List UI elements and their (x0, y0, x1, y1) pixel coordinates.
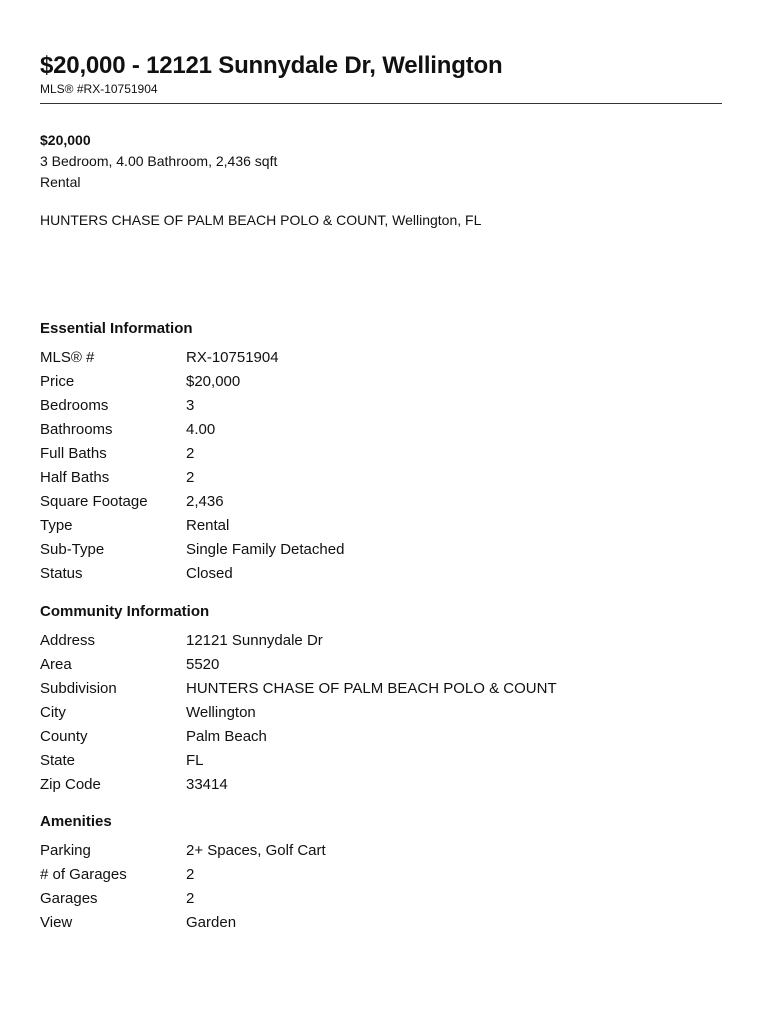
row-value: 2+ Spaces, Golf Cart (186, 842, 326, 859)
table-row (40, 911, 326, 935)
row-label: Full Baths (40, 445, 107, 462)
row-label: Half Baths (40, 469, 110, 486)
title-divider (40, 103, 722, 104)
community-info-table (40, 629, 557, 797)
table-row (40, 677, 557, 701)
row-value: 12121 Sunnydale Dr (186, 632, 323, 649)
table-row (40, 370, 344, 394)
table-row (40, 701, 557, 725)
summary-location: HUNTERS CHASE OF PALM BEACH POLO & COUNT, Wellington, FL (40, 212, 482, 228)
section-heading-essential: Essential Information (40, 320, 193, 337)
row-label: MLS® # (40, 349, 95, 366)
mls-number-subtitle: MLS® #RX-10751904 (40, 82, 158, 96)
row-label: Status (40, 565, 83, 582)
listing-summary (40, 130, 277, 193)
row-value: Closed (186, 565, 233, 582)
row-value: $20,000 (186, 373, 241, 390)
row-value: 2 (186, 890, 195, 907)
row-label: Subdivision (40, 680, 117, 697)
row-label: Price (40, 373, 75, 390)
table-row (40, 394, 344, 418)
row-value: Garden (186, 914, 237, 931)
essential-info-table (40, 346, 344, 586)
table-row (40, 442, 344, 466)
row-label: Square Footage (40, 493, 148, 510)
row-label: View (40, 914, 73, 931)
summary-type: Rental (40, 174, 81, 190)
row-label: County (40, 728, 88, 745)
row-value: 3 (186, 397, 195, 414)
row-value: FL (186, 752, 204, 769)
row-label: Zip Code (40, 776, 101, 793)
row-value: 2 (186, 445, 195, 462)
row-label: Type (40, 517, 73, 534)
listing-title: $20,000 - 12121 Sunnydale Dr, Wellington (40, 52, 503, 79)
table-row (40, 887, 326, 911)
table-row (40, 773, 557, 797)
table-row (40, 749, 557, 773)
row-value: RX-10751904 (186, 349, 279, 366)
row-value: Rental (186, 517, 230, 534)
row-label: State (40, 752, 76, 769)
row-value: 33414 (186, 776, 228, 793)
table-row (40, 562, 344, 586)
row-value: 2 (186, 866, 195, 883)
row-value: 5520 (186, 656, 220, 673)
table-row (40, 863, 326, 887)
row-label: City (40, 704, 66, 721)
row-label: Bathrooms (40, 421, 113, 438)
row-value: Single Family Detached (186, 541, 345, 558)
table-row (40, 346, 344, 370)
row-value: HUNTERS CHASE OF PALM BEACH POLO & COUNT (186, 680, 557, 697)
row-label: Area (40, 656, 72, 673)
row-label: Garages (40, 890, 98, 907)
table-row (40, 490, 344, 514)
table-row (40, 538, 344, 562)
section-heading-community: Community Information (40, 603, 210, 620)
row-value: 2 (186, 469, 195, 486)
row-label: Bedrooms (40, 397, 109, 414)
row-label: Parking (40, 842, 91, 859)
amenities-table (40, 839, 326, 935)
table-row (40, 629, 557, 653)
row-value: Wellington (186, 704, 256, 721)
table-row (40, 418, 344, 442)
table-row (40, 653, 557, 677)
row-label: Address (40, 632, 96, 649)
summary-price: $20,000 (40, 132, 91, 148)
section-heading-amenities: Amenities (40, 813, 112, 830)
table-row (40, 839, 326, 863)
row-value: 2,436 (186, 493, 224, 510)
row-label: Sub-Type (40, 541, 105, 558)
row-value: Palm Beach (186, 728, 267, 745)
summary-details: 3 Bedroom, 4.00 Bathroom, 2,436 sqft (40, 153, 278, 169)
table-row (40, 514, 344, 538)
table-row (40, 466, 344, 490)
row-label: # of Garages (40, 866, 127, 883)
table-row (40, 725, 557, 749)
row-value: 4.00 (186, 421, 216, 438)
